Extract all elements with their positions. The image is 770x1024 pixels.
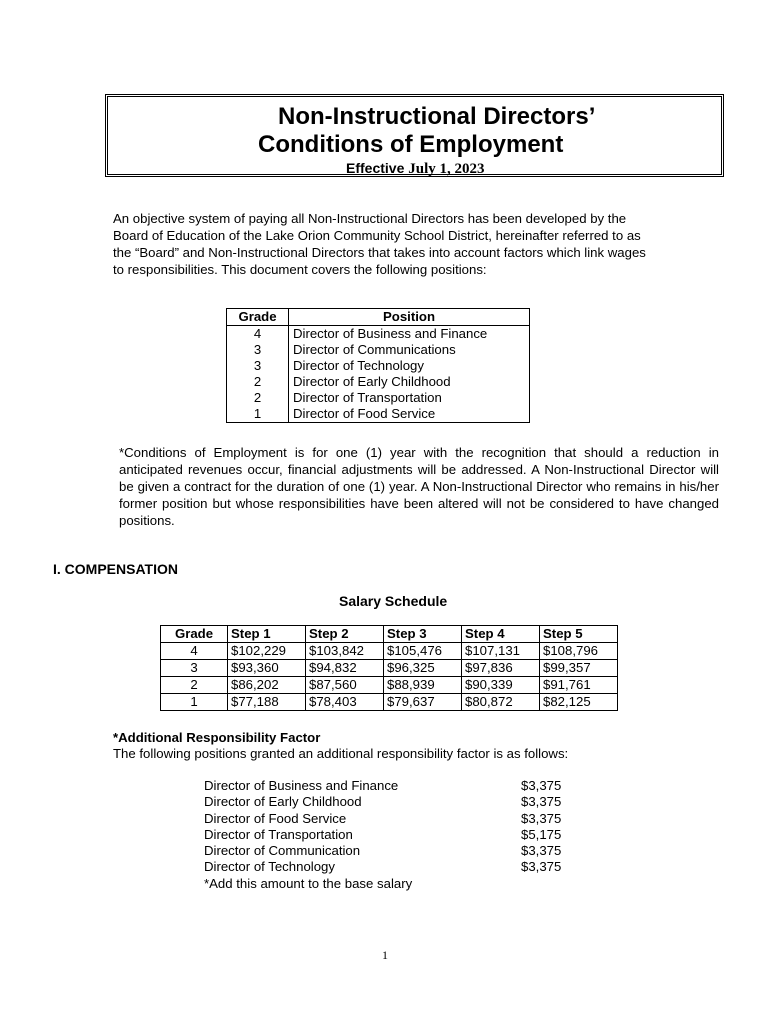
position-cell: Director of Early Childhood: [289, 374, 530, 390]
factor-amount: $3,375: [521, 843, 562, 859]
grade-cell: 2: [161, 677, 228, 694]
salary-cell: $105,476: [384, 643, 462, 660]
table-row: [227, 374, 530, 390]
table-row: [227, 326, 530, 343]
position-cell: Director of Transportation: [289, 390, 530, 406]
grade-cell: 3: [227, 342, 289, 358]
base-salary-note: *Add this amount to the base salary: [204, 875, 413, 891]
salary-cell: $96,325: [384, 660, 462, 677]
salary-cell: $102,229: [228, 643, 306, 660]
list-item: [204, 794, 604, 810]
additional-responsibility-list: [204, 778, 604, 892]
grade-cell: 3: [161, 660, 228, 677]
salary-cell: $80,872: [462, 694, 540, 711]
salary-cell: $90,339: [462, 677, 540, 694]
director-name: Director of Early Childhood: [204, 794, 362, 810]
step-header: Step 2: [306, 626, 384, 643]
compensation-heading: I. COMPENSATION: [53, 561, 178, 577]
salary-table: [160, 625, 618, 711]
table-row: [161, 694, 618, 711]
document-title-line2: Conditions of Employment: [258, 131, 564, 158]
table-row: [227, 342, 530, 358]
additional-responsibility-description: The following positions granted an additional responsibility factor is as follows:: [113, 746, 569, 761]
director-name: Director of Technology: [204, 859, 335, 875]
page-number: 1: [382, 948, 388, 962]
table-row: [227, 390, 530, 406]
grade-cell: 1: [227, 406, 289, 423]
salary-cell: $94,832: [306, 660, 384, 677]
factor-amount: $3,375: [521, 810, 562, 826]
director-name: Director of Food Service: [204, 810, 347, 826]
salary-schedule-title: Salary Schedule: [339, 593, 448, 609]
grade-cell: 1: [161, 694, 228, 711]
intro-paragraph: An objective system of paying all Non-Instructional Directors has been developed by the Board of Education of the Lake Orion Community School District, hereinafter referred to as the “Board” and Non-Instructional Directors that takes into account factors which link wages to responsibilities. This document covers the following positions:: [113, 211, 646, 277]
list-item: [204, 827, 604, 843]
salary-cell: $103,842: [306, 643, 384, 660]
grade-cell: 4: [161, 643, 228, 660]
position-cell: Director of Business and Finance: [289, 326, 530, 343]
salary-cell: $79,637: [384, 694, 462, 711]
position-cell: Director of Food Service: [289, 406, 530, 423]
step-header: Step 3: [384, 626, 462, 643]
director-name: Director of Transportation: [204, 826, 353, 842]
salary-cell: $78,403: [306, 694, 384, 711]
salary-cell: $82,125: [540, 694, 618, 711]
list-item: [204, 843, 604, 859]
step-header: Step 5: [540, 626, 618, 643]
grade-cell: 3: [227, 358, 289, 374]
effective-date-line: [346, 160, 485, 178]
salary-table-header: [161, 626, 618, 643]
position-cell: Director of Technology: [289, 358, 530, 374]
salary-cell: $86,202: [228, 677, 306, 694]
effective-label: Effective: [346, 160, 405, 176]
effective-date: July 1, 2023: [408, 161, 485, 177]
salary-cell: $88,939: [384, 677, 462, 694]
salary-cell: $108,796: [540, 643, 618, 660]
salary-cell: $77,188: [228, 694, 306, 711]
salary-cell: $107,131: [462, 643, 540, 660]
positions-table: [226, 308, 530, 423]
table-row: [227, 406, 530, 423]
table-row: [161, 660, 618, 677]
conditions-paragraph: *Conditions of Employment is for one (1) year with the recognition that should a reduction in anticipated revenues occur, financial adjustments will be addressed. A Non-Instructional Director will be given a contract for the duration of one (1) year. A Non-Instructional Director who remains in his/her former position but whose responsibilities have been altered will not be considered to have changed positions.: [119, 445, 719, 528]
additional-responsibility-heading: *Additional Responsibility Factor: [113, 730, 321, 745]
grade-header: Grade: [227, 309, 289, 326]
director-name: Director of Communication: [204, 843, 361, 859]
salary-cell: $93,360: [228, 660, 306, 677]
table-row: [227, 358, 530, 374]
grade-cell: 2: [227, 374, 289, 390]
grade-header: Grade: [161, 626, 228, 643]
position-header: Position: [289, 309, 530, 326]
step-header: Step 4: [462, 626, 540, 643]
factor-amount: $3,375: [521, 778, 562, 793]
list-item: [204, 859, 604, 875]
step-header: Step 1: [228, 626, 306, 643]
salary-cell: $99,357: [540, 660, 618, 677]
grade-cell: 4: [227, 326, 289, 343]
title-box: [105, 94, 724, 177]
table-row: [161, 643, 618, 660]
position-cell: Director of Communications: [289, 342, 530, 358]
table-row: [161, 677, 618, 694]
list-item: [204, 778, 604, 794]
salary-cell: $97,836: [462, 660, 540, 677]
document-title-line1: Non-Instructional Directors’: [278, 103, 596, 130]
list-item: [204, 811, 604, 827]
director-name: Director of Business and Finance: [204, 778, 399, 793]
factor-amount: $5,175: [521, 826, 562, 842]
salary-cell: $87,560: [306, 677, 384, 694]
salary-cell: $91,761: [540, 677, 618, 694]
grade-cell: 2: [227, 390, 289, 406]
factor-amount: $3,375: [521, 859, 562, 875]
positions-table-header: [227, 309, 530, 326]
factor-amount: $3,375: [521, 794, 562, 810]
